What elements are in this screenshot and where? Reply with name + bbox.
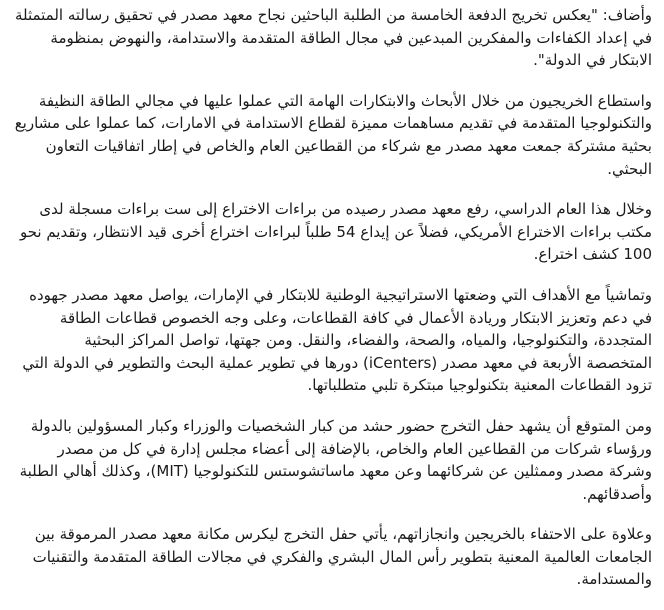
paragraph-ceremony-attendees: ومن المتوقع أن يشهد حفل التخرج حضور حشد من كبار الشخصيات والوزراء وكبار المسؤولين بالدولة ورؤساء شركات من القطاعين العام والخاص، بالإضافة إلى أعضاء مجلس إدارة في كل من مصدر وشركة مصدر وممثلين عن شركائهما وعن معهد ماساتشوستس للتكنولوجيا (MIT)، وكذلك أهالي الطلبة وأصدقائهم. [19,416,652,503]
paragraph-quote-fifth-cohort: وأضاف: "يعكس تخريج الدفعة الخامسة من الطلبة الباحثين نجاح معهد مصدر في تحقيق رسالته المتمثلة في إعداد الكفاءات والمفكرين المبدعين في مجال الطاقة المتقدمة والاستدامة، والنهوض بمنظومة الابتكار في الدولة". [14,6,652,70]
paragraph-innovation-strategy: وتماشياً مع الأهداف التي وضعتها الاستراتيجية الوطنية للابتكار في الإمارات، يواصل معهد مصدر جهوده في دعم وتعزيز الابتكار وريادة الأعمال في كافة القطاعات، وعلى وجه الخصوص قطاعات الطاقة المتجددة، والتكنولوجيا، والمياه، والصحة، والفضاء، والنقل. ومن جهتها، تواصل المراكز البحثية المتخصصة الأربعة في معهد مصدر (iCenters) دورها في تطوير عملية البحث والتطوير في الدولة التي تزود القطاعات المعنية بتكنولوجيا مبتكرة تلبي متطلباتها. [22,285,652,395]
paragraph-patents: وخلال هذا العام الدراسي، رفع معهد مصدر رصيده من براءات الاختراع إلى ست براءات مسجلة لدى مكتب براءات الاختراع الأمريكي، فضلاً عن إيداع 54 طلباً لبراءات اختراع أخرى قيد الانتظار، وتقديم نحو 100 كشف اختراع. [19,200,652,264]
paragraph-graduate-research: واستطاع الخريجيون من خلال الأبحاث والابتكارات الهامة التي عملوا عليها في مجالي الطاقة النظيفة والتكنولوجيا المتقدمة في تقديم مساهمات مميزة لقطاع الاستدامة في الامارات، كما عملوا على مشاريع بحثية مشتركة جمعت معهد مصدر مع شركاء من القطاعين العام والخاص في إطار اتفاقيات التعاون البحثي. [14,91,652,178]
paragraph-ceremony-significance: وعلاوة على الاحتفاء بالخريجين وانجازاتهم، يأتي حفل التخرج ليكرس مكانة معهد مصدر المرموقة بين الجامعات العالمية المعنية بتطوير رأس المال البشري والفكري في مجالات الطاقة المتقدمة والتقنيات والمستدامة. [32,525,652,589]
